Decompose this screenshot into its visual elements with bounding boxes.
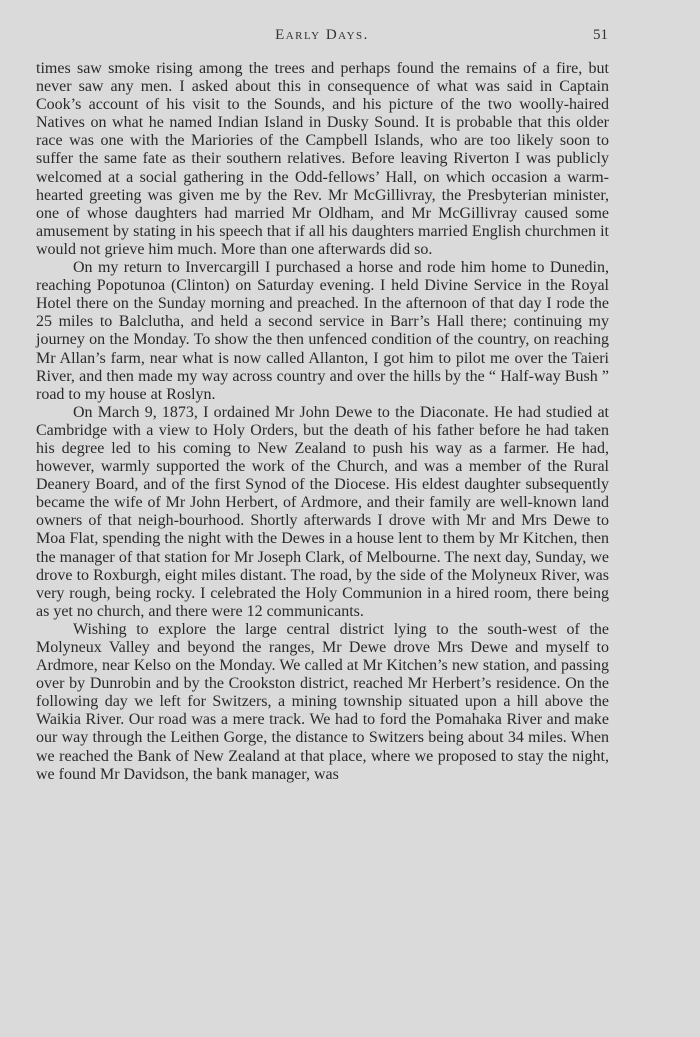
paragraph-continuation: times saw smoke rising among the trees and perhaps found the remains of a fire, but never saw any men. I asked about this in consequence of what was said in Captain Cook’s account of his visit to the Sounds, and his picture of the two woolly-haired Natives on what he named Indian Island in Dusky Sound. It is probable that this older race was one with the Mariories of the Campbell Islands, who are too likely soon to suffer the same fate as their southern relatives. Before leaving Riverton I was publicly welcomed at a social gathering in the Odd-fellows’ Hall, on which occasion a warm-hearted greeting was given me by the Rev. Mr McGillivray, the Presbyterian minister, one of whose daughters had married Mr Oldham, and Mr McGillivray caused some amusement by stating in his speech that if all his daughters married English churchmen it would not grieve him much. More than one afterwards did so.	[36, 60, 609, 258]
paragraph-ordination-of-dewe: On March 9, 1873, I ordained Mr John Dewe to the Diaconate. He had studied at Cambridge with a view to Holy Orders, but the death of his father before he had taken his degree led to his coming to New Zealand to push his way as a farmer. He had, however, warmly supported the work of the Church, and was a member of the Rural Deanery Board, and of the first Synod of the Diocese. His eldest daughter subsequently became the wife of Mr John Herbert, of Ardmore, and their family are well-known land owners of that neigh-bourhood. Shortly afterwards I drove with Mr and Mrs Dewe to Moa Flat, spending the night with the Dewes in a house lent to them by Mr Kitchen, then the manager of that station for Mr Joseph Clark, of Melbourne. The next day, Sunday, we drove to Roxburgh, eight miles distant. The road, by the side of the Molyneux River, was very rough, being rocky. I celebrated the Holy Communion in a hired room, there being as yet no church, and there were 12 communicants.	[36, 403, 609, 620]
paragraph-journey-to-switzers: Wishing to explore the large central district lying to the south-west of the Molyneux Valley and beyond the ranges, Mr Dewe drove Mrs Dewe and myself to Ardmore, near Kelso on the Monday. We called at Mr Kitchen’s new station, and passing over by Dunrobin and by the Crookston district, reached Mr Herbert’s residence. On the following day we left for Switzers, a mining township situated upon a hill above the Waikia River. Our road was a mere track. We had to ford the Pomahaka River and make our way through the Leithen Gorge, the distance to Switzers being about 34 miles. When we reached the Bank of New Zealand at that place, where we proposed to stay the night, we found Mr Davidson, the bank manager, was	[36, 620, 609, 783]
body-text	[36, 60, 609, 784]
running-head	[36, 27, 608, 49]
paragraph-return-to-dunedin: On my return to Invercargill I purchased a horse and rode him home to Dunedin, reaching Popotunoa (Clinton) on Saturday evening. I held Divine Service in the Royal Hotel there on the Sunday morning and preached. In the afternoon of that day I rode the 25 miles to Balclutha, and held a second service in Barr’s Hall there; continuing my journey on the Monday. To show the then unfenced condition of the country, on reaching Mr Allan’s farm, near what is now called Allanton, I got him to pilot me over the Taieri River, and then made my way across country and over the hills by the “ Half-way Bush ” road to my house at Roslyn.	[36, 259, 609, 403]
running-head-title: Early Days.	[275, 27, 369, 43]
page-number: 51	[593, 27, 608, 43]
